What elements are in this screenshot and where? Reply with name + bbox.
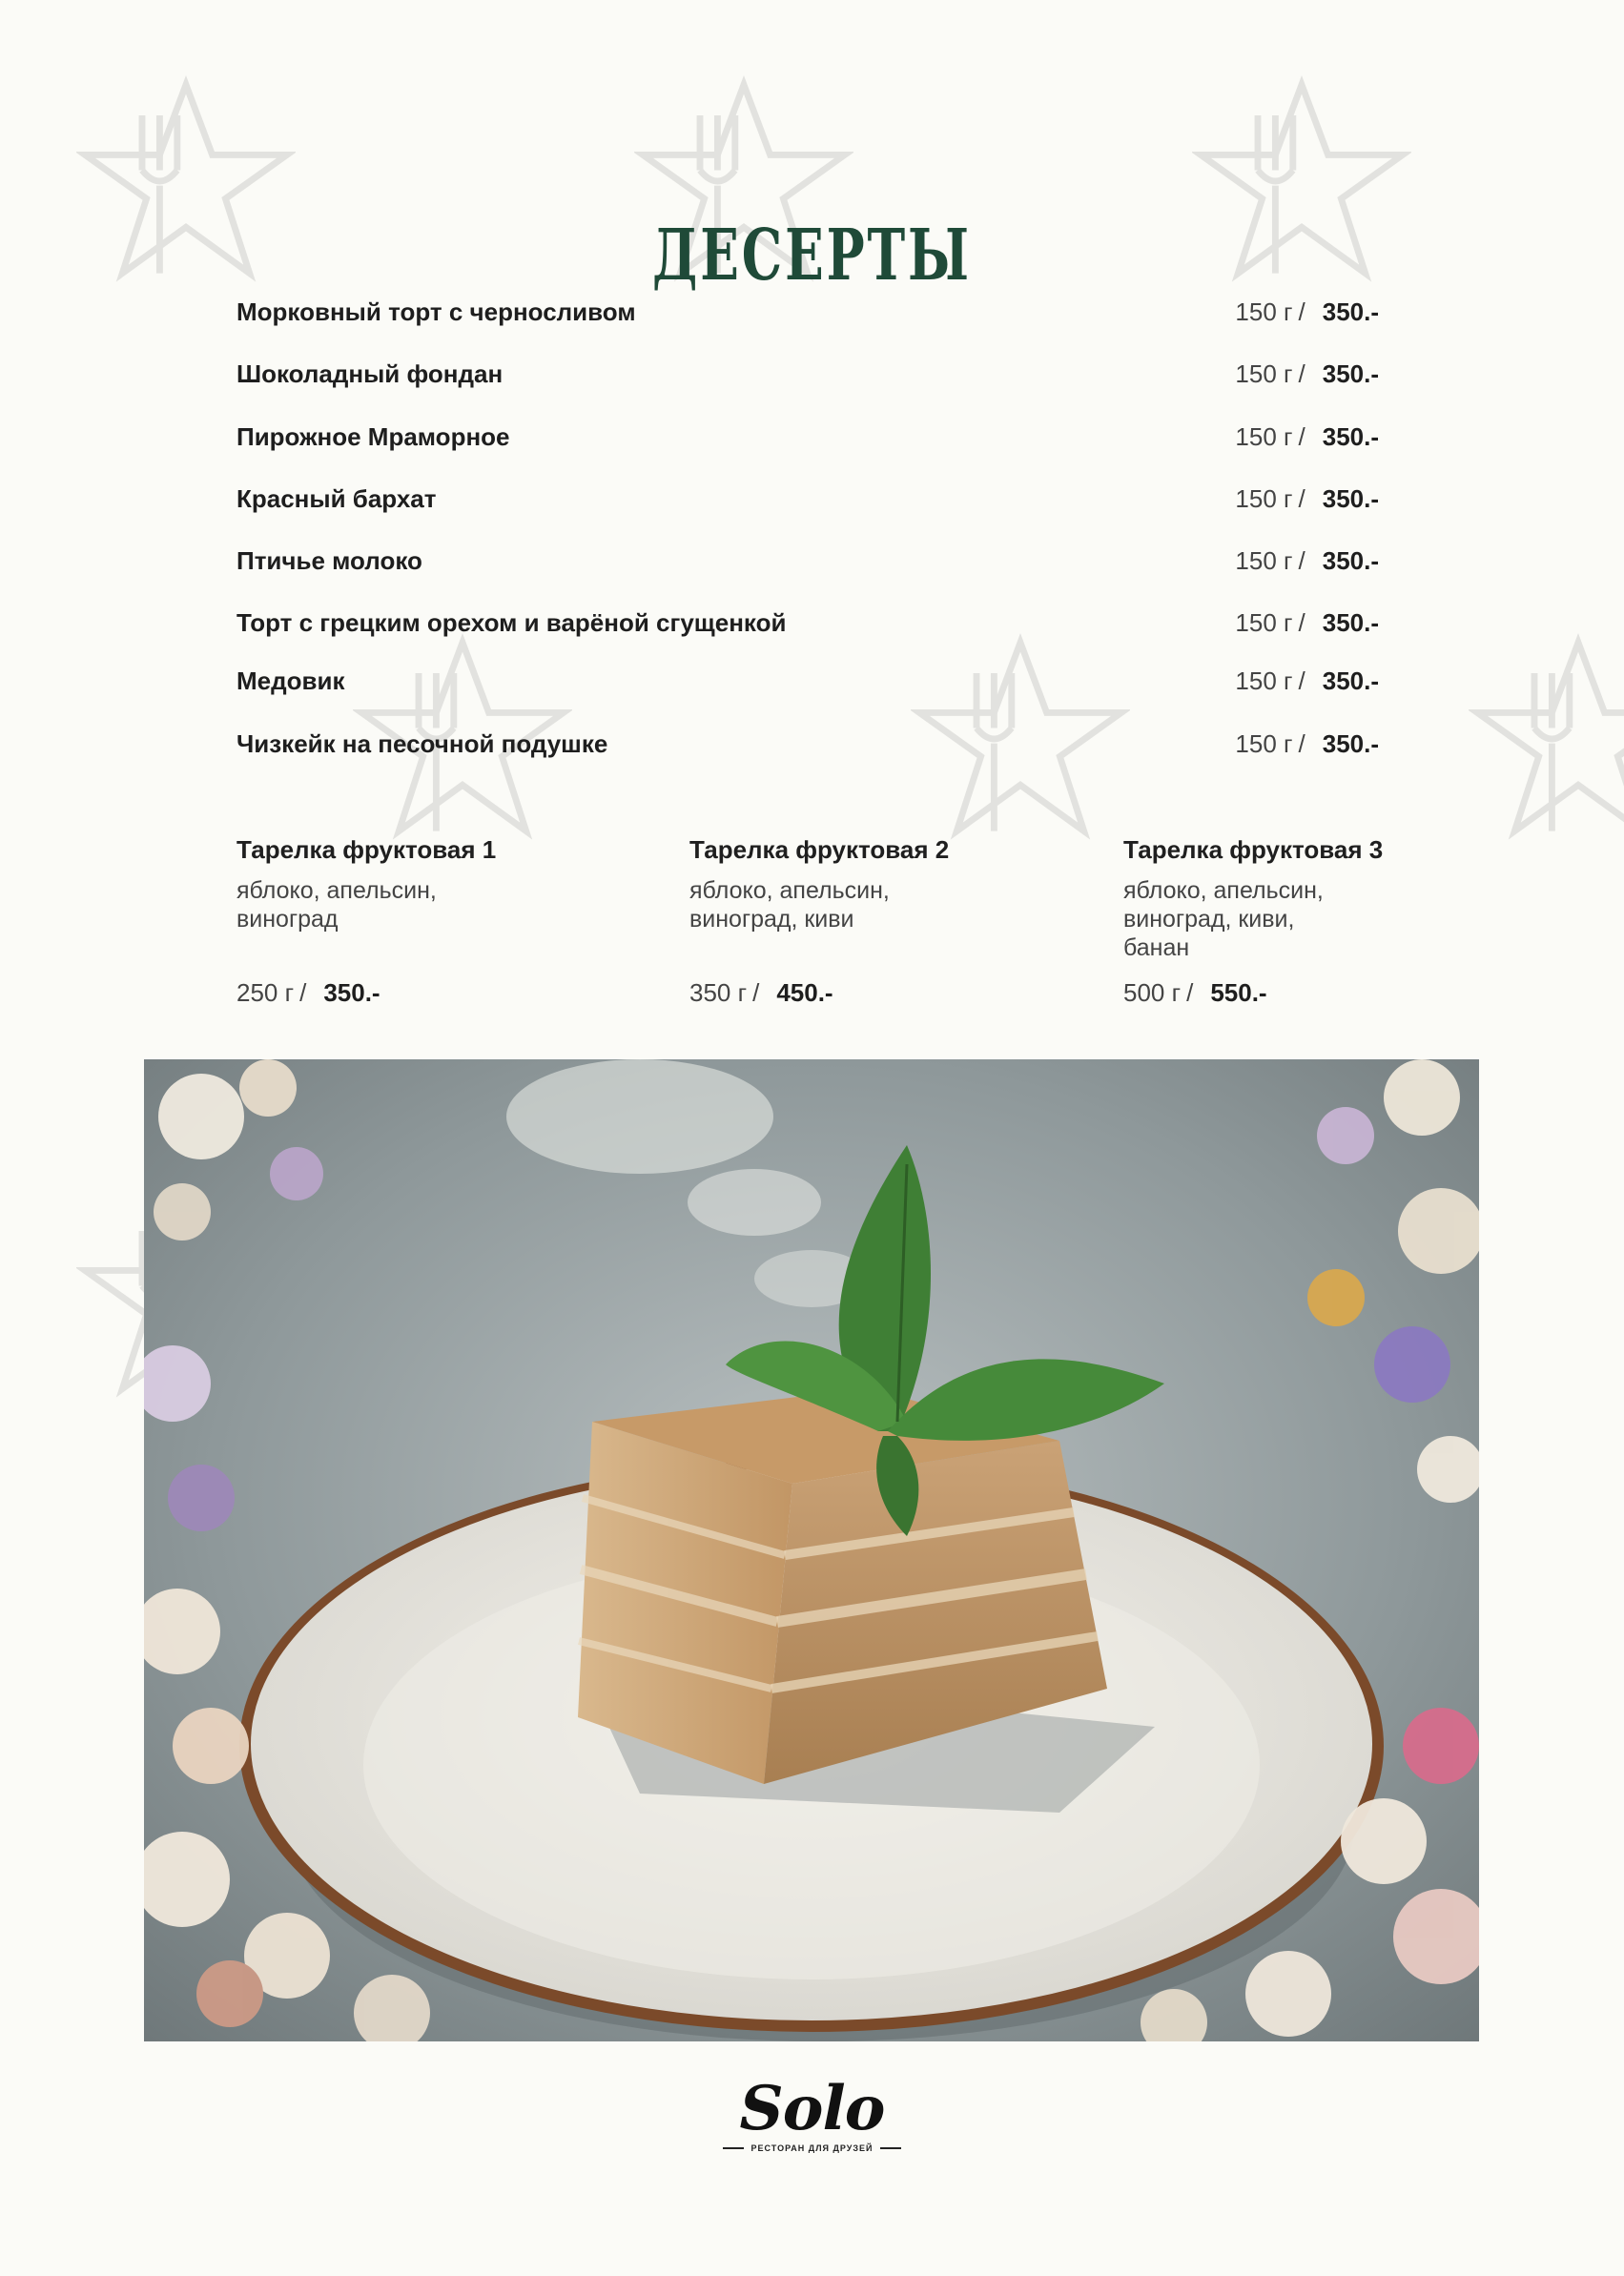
logo-mark: Solo	[739, 2073, 885, 2144]
item-name: Чизкейк на песочной подушке	[236, 728, 608, 758]
divider	[880, 2147, 901, 2149]
list-item	[236, 422, 1379, 484]
list-item	[236, 608, 1379, 666]
plate-weight: 500 г	[1123, 978, 1182, 1007]
item-weight: 150 г	[1235, 359, 1293, 389]
item-weight: 150 г	[1235, 728, 1293, 758]
item-price: 350.-	[1322, 297, 1379, 326]
item-weight: 150 г	[1235, 297, 1293, 326]
plate-price: 450.-	[776, 978, 833, 1007]
item-price: 350.-	[1322, 483, 1379, 513]
separator: /	[1298, 359, 1305, 389]
item-price-block	[1235, 729, 1379, 759]
item-price: 350.-	[1322, 666, 1379, 696]
plate-price-block	[236, 978, 380, 1008]
list-item	[236, 546, 1379, 608]
plate-price-block	[1123, 978, 1267, 1008]
dessert-photo	[144, 1059, 1479, 2041]
fruit-plate-3	[1123, 835, 1384, 1007]
item-price: 350.-	[1322, 421, 1379, 451]
item-name: Медовик	[236, 666, 345, 696]
item-weight: 150 г	[1235, 483, 1293, 513]
separator: /	[299, 978, 307, 1007]
list-item	[236, 484, 1379, 546]
separator: /	[1298, 421, 1305, 451]
item-price-block	[1235, 608, 1379, 638]
item-name: Красный бархат	[236, 483, 437, 513]
list-item	[236, 359, 1379, 421]
plate-weight: 350 г	[689, 978, 748, 1007]
list-item	[236, 666, 1379, 728]
logo-tagline	[0, 2143, 1624, 2153]
separator: /	[1186, 978, 1194, 1007]
item-weight: 150 г	[1235, 608, 1293, 638]
divider	[723, 2147, 744, 2149]
item-price-block	[1235, 484, 1379, 514]
item-price: 350.-	[1322, 728, 1379, 758]
plate-price: 550.-	[1210, 978, 1267, 1007]
plate-name: Тарелка фруктовая 3	[1123, 835, 1384, 864]
separator: /	[752, 978, 760, 1007]
page-title: ДЕСЕРТЫ	[652, 214, 972, 297]
item-name: Шоколадный фондан	[236, 359, 504, 389]
plate-description: яблоко, апельсин, виноград, киви, банан	[1123, 877, 1324, 961]
restaurant-logo	[0, 2073, 1624, 2153]
plate-price-block	[689, 978, 833, 1008]
separator: /	[1298, 728, 1305, 758]
fruit-plate-2	[689, 835, 950, 1007]
list-item	[236, 729, 1379, 791]
plate-name: Тарелка фруктовая 2	[689, 835, 950, 864]
separator: /	[1298, 546, 1305, 576]
separator: /	[1298, 297, 1305, 326]
item-name: Торт с грецким орехом и варёной сгущенкой	[236, 608, 787, 638]
plate-weight: 250 г	[236, 978, 295, 1007]
item-weight: 150 г	[1235, 546, 1293, 576]
separator: /	[1298, 608, 1305, 638]
item-name: Морковный торт с черносливом	[236, 297, 636, 326]
separator: /	[1298, 666, 1305, 696]
item-price-block	[1235, 297, 1379, 327]
item-price-block	[1235, 546, 1379, 576]
item-weight: 150 г	[1235, 666, 1293, 696]
item-price: 350.-	[1322, 359, 1379, 389]
plate-name: Тарелка фруктовая 1	[236, 835, 497, 864]
list-item	[236, 297, 1379, 359]
item-name: Птичье молоко	[236, 546, 422, 576]
item-price-block	[1235, 359, 1379, 389]
item-price-block	[1235, 666, 1379, 696]
plate-description: яблоко, апельсин, виноград	[236, 877, 437, 933]
dessert-list	[236, 297, 1379, 791]
watermark-icon	[1469, 629, 1624, 853]
item-price-block	[1235, 422, 1379, 452]
fruit-plate-1	[236, 835, 497, 1007]
plate-description: яблоко, апельсин, виноград, киви	[689, 877, 890, 933]
item-weight: 150 г	[1235, 421, 1293, 451]
tagline-text: РЕСТОРАН ДЛЯ ДРУЗЕЙ	[750, 2143, 874, 2153]
separator: /	[1298, 483, 1305, 513]
item-price: 350.-	[1322, 546, 1379, 576]
plate-price: 350.-	[323, 978, 380, 1007]
item-price: 350.-	[1322, 608, 1379, 638]
item-name: Пирожное Мраморное	[236, 421, 510, 451]
